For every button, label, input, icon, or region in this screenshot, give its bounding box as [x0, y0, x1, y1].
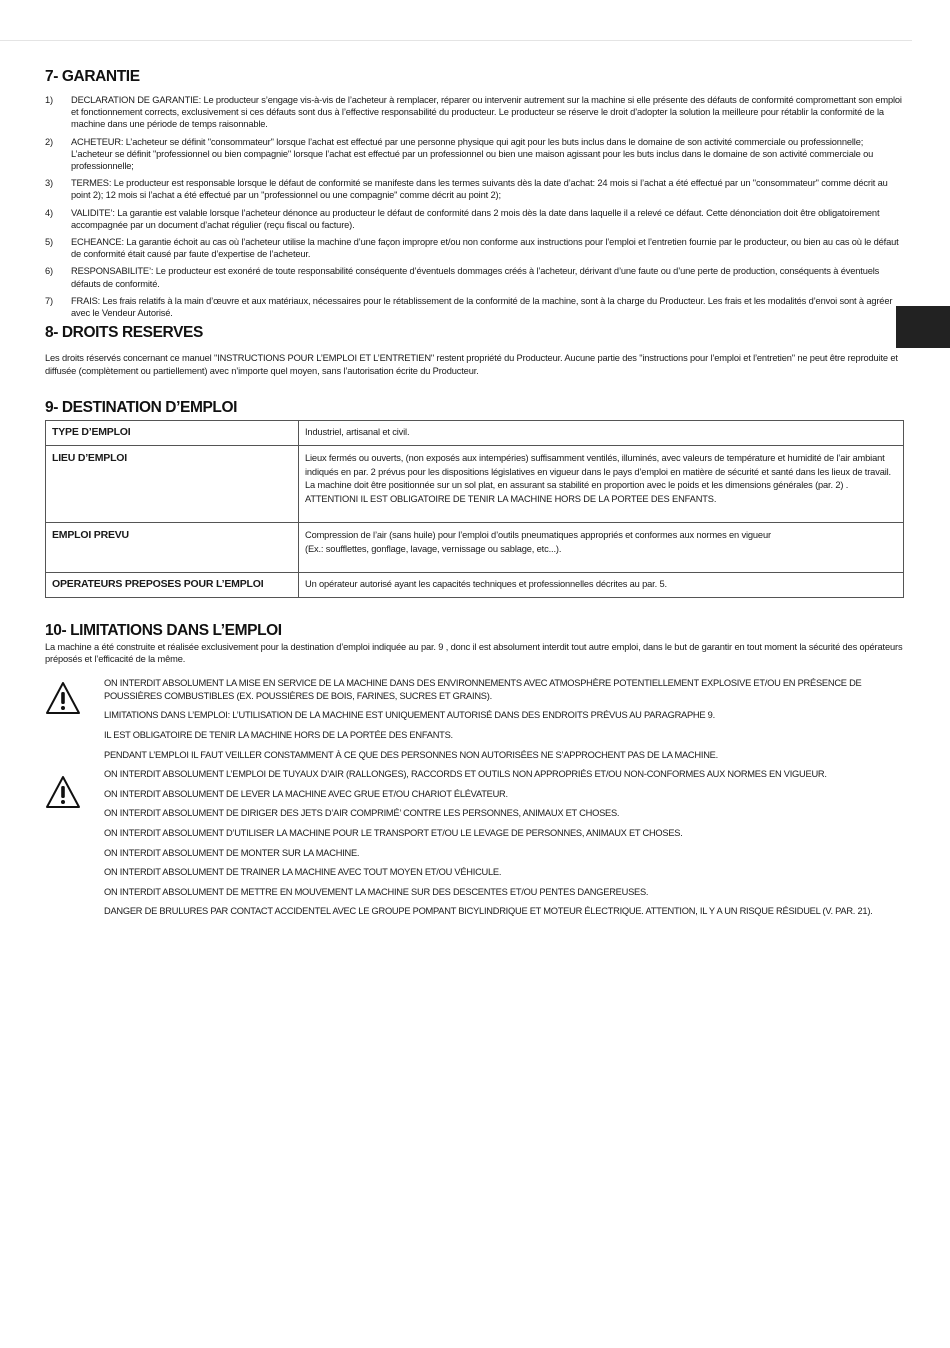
warning-triangle-icon	[45, 775, 81, 809]
item-number: 2)	[45, 136, 53, 147]
table-key-cell: TYPE D’EMPLOI	[46, 421, 299, 446]
document-page	[45, 68, 905, 927]
item-number: 6)	[45, 266, 53, 277]
section-title-droits: 8- DROITS RESERVES	[45, 324, 203, 342]
list-item	[45, 177, 905, 201]
garantie-list	[45, 94, 905, 319]
warning-item: ON INTERDIT ABSOLUMENT D’UTILISER LA MACHINE POUR LE TRANSPORT ET/OU LE LEVAGE DE PERSONNES, ANIMAUX ET CHOSES.	[104, 828, 683, 839]
table-value-cell: Lieux fermés ou ouverts, (non exposés aux intempéries) suffisamment ventilés, illuminés, avec valeurs de température et humidité de l’air ambiant indiqués en par. 2 prévus pour les dispositions législatives en vigueur dans le pays d’emploi en matière de sécurité et santé dans les lieux de travail. La machine doit être positionnée sur un sol plat, en assurant sa stabilité en proportion avec le poids et les dimensions générales (par. 2) . ATTENTIONI IL EST OBLIGATOIRE DE TENIR LA MACHINE HORS DE LA PORTEE DES ENFANTS.	[299, 445, 904, 522]
limitations-intro: La machine a été construite et réalisée exclusivement pour la destination d’emploi indiquée au par. 9 , donc il est absolument interdit tout autre emploi, dans le but de garantir en tout moment la sécurité des opérateurs préposés et l’efficacité de la même.	[45, 641, 903, 665]
table-row	[46, 421, 904, 446]
item-text: FRAIS: Les frais relatifs à la main d’œuvre et aux matériaux, nécessaires pour le rétablissement de la conformité de la machine, sont à la charge du Producteur. Les frais et les modalités d’envoi sont à agréer avec le Vendeur Autorisé.	[71, 295, 893, 319]
destination-table	[45, 420, 904, 598]
item-text: ECHEANCE: La garantie échoit au cas où l’acheteur utilise la machine d’une façon impropre et/ou non conforme aux instructions pour l’emploi et l’entretien fournie par le producteur, ou bien au cas où le défaut de conformité était causé par faute d’expertise de l’acheteur.	[71, 237, 899, 260]
table-key-cell: OPERATEURS PREPOSES POUR L’EMPLOI	[46, 572, 299, 597]
warning-item: ON INTERDIT ABSOLUMENT DE MONTER SUR LA MACHINE.	[104, 847, 360, 858]
item-text: TERMES: Le producteur est responsable lorsque le défaut de conformité se manifeste dans les termes suivants dès la date d’achat: 24 mois si l’achat a été effectué par un "consommateur" comme décrit au point 2); 12 mois si l’achat a été effectué par un "professionnel ou une compagnie" comme décrit au point 2);	[71, 178, 888, 201]
item-number: 1)	[45, 95, 53, 105]
list-item	[45, 136, 905, 173]
list-item	[45, 207, 905, 231]
droits-paragraph: Les droits réservés concernant ce manuel "INSTRUCTIONS POUR L’EMPLOI ET L’ENTRETIEN" restent propriété du Producteur. Aucune partie des "instructions pour l’emploi et l’entretien" ne peut être reproduite et diffusée (complètement ou partiellement) avec n’importe quel moyen, sans l’autorisation écrite du Producteur.	[45, 353, 898, 376]
table-value-cell: Un opérateur autorisé ayant les capacités techniques et professionnelles décrites au par. 5.	[299, 572, 904, 597]
warning-item: ON INTERDIT ABSOLUMENT DE LEVER LA MACHINE AVEC GRUE ET/OU CHARIOT ÉLÉVATEUR.	[104, 788, 508, 799]
table-value-cell	[299, 522, 904, 572]
warning-item: DANGER DE BRULURES PAR CONTACT ACCIDENTEL AVEC LE GROUPE POMPANT BICYLINDRIQUE ET MOTEUR ÉLECTRIQUE. ATTENTION, IL Y A UN RISQUE RÉSIDUEL (V. PAR. 21).	[104, 906, 873, 917]
section-title-limitations: 10- LIMITATIONS DANS L’EMPLOI	[45, 621, 282, 639]
item-text: VALIDITE’: La garantie est valable lorsque l’acheteur dénonce au producteur le défaut de conformité dans 2 mois dès la date dans laquelle il a relevé ce défaut. Cette dénonciation doit être obligatoirement accompagnée par un document d’achat régulier (reçu fiscal ou facture).	[71, 207, 880, 230]
list-item	[45, 236, 905, 260]
warning-block	[45, 677, 905, 927]
item-number: 3)	[45, 178, 53, 189]
list-item	[45, 265, 905, 289]
table-value-line: Compression de l’air (sans huile) pour l’emploi d’outils pneumatiques appropriés et conformes aux normes en vigueur	[305, 529, 771, 540]
item-number: 7)	[45, 295, 53, 306]
warning-item: PENDANT L’EMPLOI IL FAUT VEILLER CONSTAMMENT À CE QUE DES PERSONNES NON AUTORISÉES NE S’APPROCHENT PAS DE LA MACHINE.	[104, 749, 718, 760]
warning-list	[45, 677, 905, 917]
table-value-line: (Ex.: soufflettes, gonflage, lavage, vernissage ou sablage, etc...).	[305, 543, 562, 554]
warning-triangle-icon	[45, 681, 81, 715]
item-number: 5)	[45, 237, 53, 248]
table-row	[46, 445, 904, 522]
section-title-garantie: 7- GARANTIE	[45, 68, 140, 85]
table-row	[46, 522, 904, 572]
warning-item: ON INTERDIT ABSOLUMENT DE METTRE EN MOUVEMENT LA MACHINE SUR DES DESCENTES ET/OU PENTES DANGEREUSES.	[104, 886, 649, 897]
item-number: 4)	[45, 207, 53, 218]
section-title-destination: 9- DESTINATION D’EMPLOI	[45, 399, 238, 417]
table-key-cell: LIEU D’EMPLOI	[46, 445, 299, 522]
warning-item: ON INTERDIT ABSOLUMENT DE DIRIGER DES JETS D’AIR COMPRIMÉ’ CONTRE LES PERSONNES, ANIMAUX ET CHOSES.	[104, 808, 620, 819]
item-text: RESPONSABILITE’: Le producteur est exonéré de toute responsabilité conséquente d’éventuels dommages créés à l’acheteur, dérivant d’une faute ou d’une perte de production, conséquents à éventuels défauts de conformité.	[71, 266, 880, 289]
table-value-cell: Industriel, artisanal et civil.	[299, 421, 904, 446]
table-key-cell: EMPLOI PREVU	[46, 522, 299, 572]
list-item	[45, 295, 905, 319]
warning-item: LIMITATIONS DANS L’EMPLOI: L’UTILISATION DE LA MACHINE EST UNIQUEMENT AUTORISÉ DANS DES ENDROITS PRÉVUS AU PARAGRAPHE 9.	[104, 710, 715, 721]
warning-item: ON INTERDIT ABSOLUMENT DE TRAINER LA MACHINE AVEC TOUT MOYEN ET/OU VÉHICULE.	[104, 867, 502, 878]
warning-item: ON INTERDIT ABSOLUMENT L’EMPLOI DE TUYAUX D’AIR (RALLONGES), RACCORDS ET OUTILS NON APPROPRIÉS ET/OU NON-CONFORMES AUX NORMES EN VIGUEUR.	[104, 769, 827, 780]
warning-item: IL EST OBLIGATOIRE DE TENIR LA MACHINE HORS DE LA PORTÉE DES ENFANTS.	[104, 730, 453, 741]
table-row	[46, 572, 904, 597]
item-text: ACHETEUR: L’acheteur se définit "consommateur" lorsque l’achat est effectué par une personne physique qui agit pour les buts inclus dans le domaine de son activité commerciale ou professionnelle; L’acheteur se définit "professionnel ou bien compagnie" lorsque l’achat est effectué par un professionnel ou bien une maison agissant pour les buts inclus dans le domaine de son activité commerciale ou professionnelle;	[71, 136, 874, 172]
item-text: DECLARATION DE GARANTIE: Le producteur s’engage vis-à-vis de l’acheteur à remplacer, réparer ou intervenir autrement sur la machine si elle présente des défauts de conformité compromettant son emploi et fonctionnement corrects, exclusivement si ces défauts sont dus à l’effective responsabilité du producteur. Le producteur se réserve le droit d’adopter la solution la meilleure pour rétablir la conformité de la machine dans une période de temps raisonnable.	[71, 95, 902, 130]
list-item	[45, 94, 905, 131]
warning-item: ON INTERDIT ABSOLUMENT LA MISE EN SERVICE DE LA MACHINE DANS DES ENVIRONNEMENTS AVEC ATMOSPHÈRE POTENTIELLEMENT EXPLOSIVE ET/OU EN PRÉSENCE DE POUSSIÈRES COMBUSTIBLES (EX. POUSSIÈRES DE BOIS, FARINES, SUCRES ET GRAINS).	[104, 678, 862, 701]
top-rule	[0, 40, 912, 41]
